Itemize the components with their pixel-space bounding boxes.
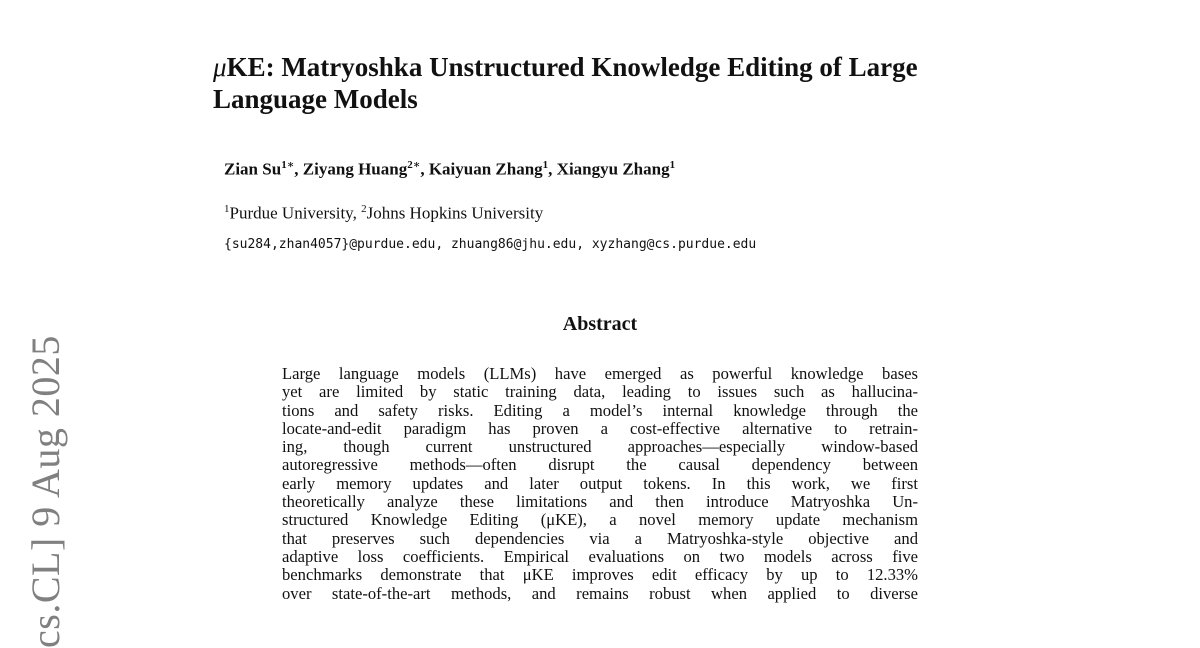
author-name: Kaiyuan Zhang: [428, 159, 543, 179]
title-text: KE: Matryoshka Unstructured Knowledge Editing of Large Language Models: [213, 52, 918, 114]
abstract-line: autoregressive methods—often disrupt the causal dependency between: [282, 455, 918, 475]
abstract-line: ing, though current unstructured approaches—especially window-based: [282, 437, 918, 457]
arxiv-identifier-stamp: cs.CL] 9 Aug 2025: [23, 335, 68, 648]
affiliation-separator: ,: [352, 203, 362, 223]
author-name: Ziyang Huang: [302, 159, 408, 179]
author-name: Zian Su: [224, 159, 282, 179]
abstract-body: [282, 365, 918, 603]
affiliations: [224, 203, 543, 224]
abstract-heading: Abstract: [562, 313, 638, 335]
abstract-line: tions and safety risks. Editing a model’s internal knowledge through the: [282, 400, 918, 420]
abstract-line: locate-and-edit paradigm has proven a cost-effective alternative to retrain-: [282, 418, 918, 438]
abstract-line: early memory updates and later output tokens. In this work, we first: [282, 473, 918, 493]
author-affiliation-mark: 1: [542, 159, 549, 171]
abstract-line: that preserves such dependencies via a Matryoshka-style objective and: [282, 528, 918, 548]
author-name: Xiangyu Zhang: [556, 159, 670, 179]
title-mu-symbol: μ: [213, 52, 227, 82]
affiliation-name: Purdue University: [229, 203, 353, 223]
abstract-line: adaptive loss coefficients. Empirical evaluations on two models across five: [282, 546, 918, 566]
author-separator: ,: [420, 159, 429, 179]
paper-title: [213, 51, 1033, 115]
author-emails: {su284,zhan4057}@purdue.edu, zhuang86@jhu.edu, xyzhang@cs.purdue.edu: [224, 237, 757, 252]
affiliation-mark: 2: [361, 203, 367, 215]
affiliation-mark: 1: [224, 203, 230, 215]
author-separator: ,: [294, 159, 303, 179]
abstract-line: Large language models (LLMs) have emerged as powerful knowledge bases: [282, 364, 918, 383]
author-list: [224, 158, 675, 180]
abstract-line: yet are limited by static training data, leading to issues such as hallucina-: [282, 382, 918, 402]
author-separator: ,: [548, 159, 557, 179]
abstract-line: over state-of-the-art methods, and remains robust when applied to diverse: [282, 583, 918, 603]
affiliation-name: Johns Hopkins University: [366, 203, 544, 223]
author-affiliation-mark: 1∗: [281, 159, 295, 171]
author-affiliation-mark: 1: [669, 159, 676, 171]
abstract-line: benchmarks demonstrate that μKE improves edit efficacy by up to 12.33%: [282, 565, 918, 585]
abstract-line: structured Knowledge Editing (μKE), a novel memory update mechanism: [282, 510, 918, 530]
author-affiliation-mark: 2∗: [407, 159, 421, 171]
abstract-line: theoretically analyze these limitations and then introduce Matryoshka Un-: [282, 492, 918, 512]
